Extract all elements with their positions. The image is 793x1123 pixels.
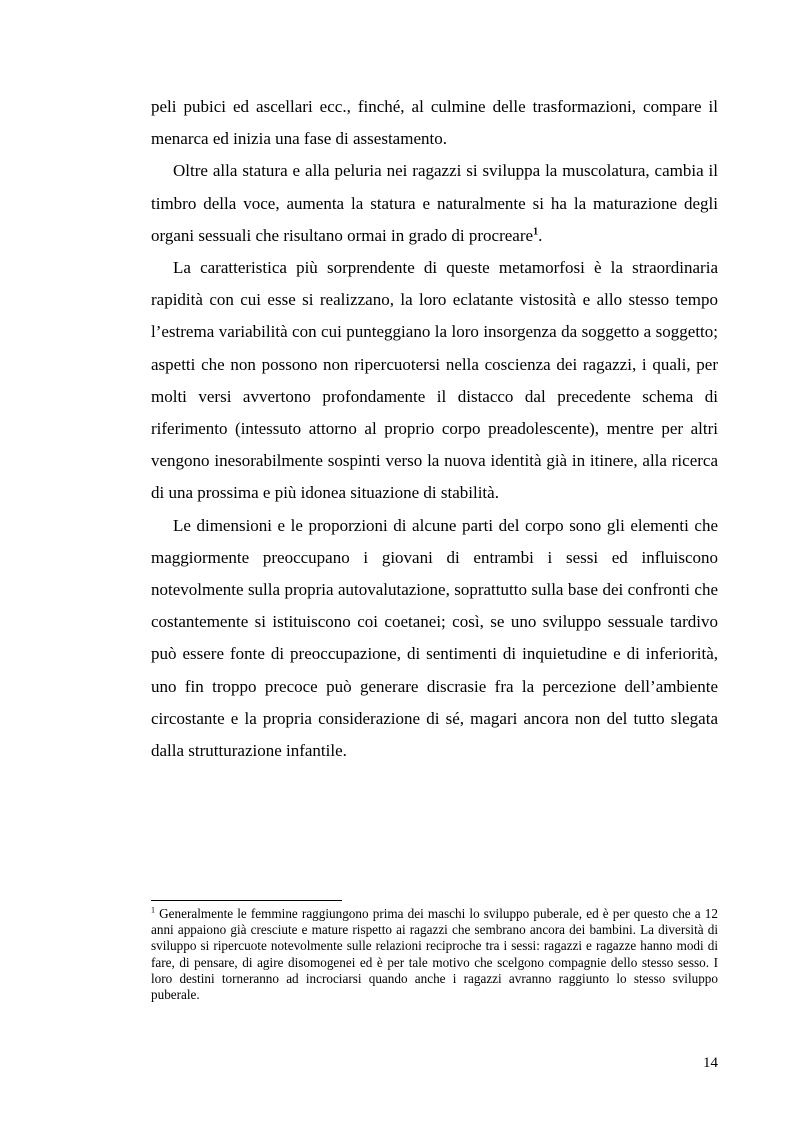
paragraph-2 bbox=[151, 155, 718, 252]
paragraph-2-end: . bbox=[538, 225, 543, 245]
paragraph-continuation: peli pubici ed ascellari ecc., finché, al culmine delle trasformazioni, compare il menarca ed inizia una fase di assestamento. bbox=[151, 97, 718, 149]
paragraph-2-text: Oltre alla statura e alla peluria nei ragazzi si sviluppa la muscolatura, cambia il timbro della voce, aumenta la statura e naturalmente si ha la maturazione degli organi sessuali che risultano ormai in grado di procreare bbox=[151, 161, 718, 245]
paragraph-4: Le dimensioni e le proporzioni di alcune parti del corpo sono gli elementi che maggiormente preoccupano i giovani di entrambi i sessi ed influiscono notevolmente sulla propria autovalutazione, soprattutto sulla base dei confronti che costantemente si istituiscono coi coetanei; così, se uno sviluppo sessuale tardivo può essere fonte di preoccupazione, di sentimenti di inquietudine e di inferiorità, uno fin troppo precoce può generare discrasie fra la percezione dell’ambiente circostante e la propria considerazione di sé, magari ancora non del tutto slegata dalla strutturazione infantile. bbox=[151, 515, 718, 761]
footnote-separator bbox=[151, 900, 342, 901]
footnote bbox=[151, 906, 718, 1003]
main-text bbox=[151, 91, 718, 767]
paragraph-3: La caratteristica più sorprendente di queste metamorfosi è la straordinaria rapidità con cui esse si realizzano, la loro eclatante vistosità e allo stesso tempo l’estrema variabilità con cui punteggiano la loro insorgenza da soggetto a soggetto; aspetti che non possono non ripercuotersi nella coscienza dei ragazzi, i quali, per molti versi avvertono profondamente il distacco dal precedente schema di riferimento (intessuto attorno al proprio corpo preadolescente), mentre per altri vengono inesorabilmente sospinti verso la nuova identità già in itinere, alla ricerca di una prossima e più idonea situazione di stabilità. bbox=[151, 258, 718, 503]
footnote-marker: 1 bbox=[151, 905, 155, 915]
footnote-reference[interactable]: 1 bbox=[533, 226, 539, 238]
page-number: 14 bbox=[703, 1055, 718, 1071]
footnote-text: Generalmente le femmine raggiungono prima dei maschi lo sviluppo puberale, ed è per questo che a 12 anni appaiono già cresciute e mature rispetto ai ragazzi che sembrano ancora dei bambini. La diversità di sviluppo si ripercuote notevolmente sulle relazioni reciproche tra i sessi: ragazzi e ragazze hanno modi di fare, di pensare, di agire disomogenei ed è per tale motivo che scelgono compagnie dello stesso sesso. I loro destini torneranno ad incrociarsi quando anche i ragazzi avranno raggiunto lo stesso sviluppo puberale. bbox=[151, 906, 718, 1003]
